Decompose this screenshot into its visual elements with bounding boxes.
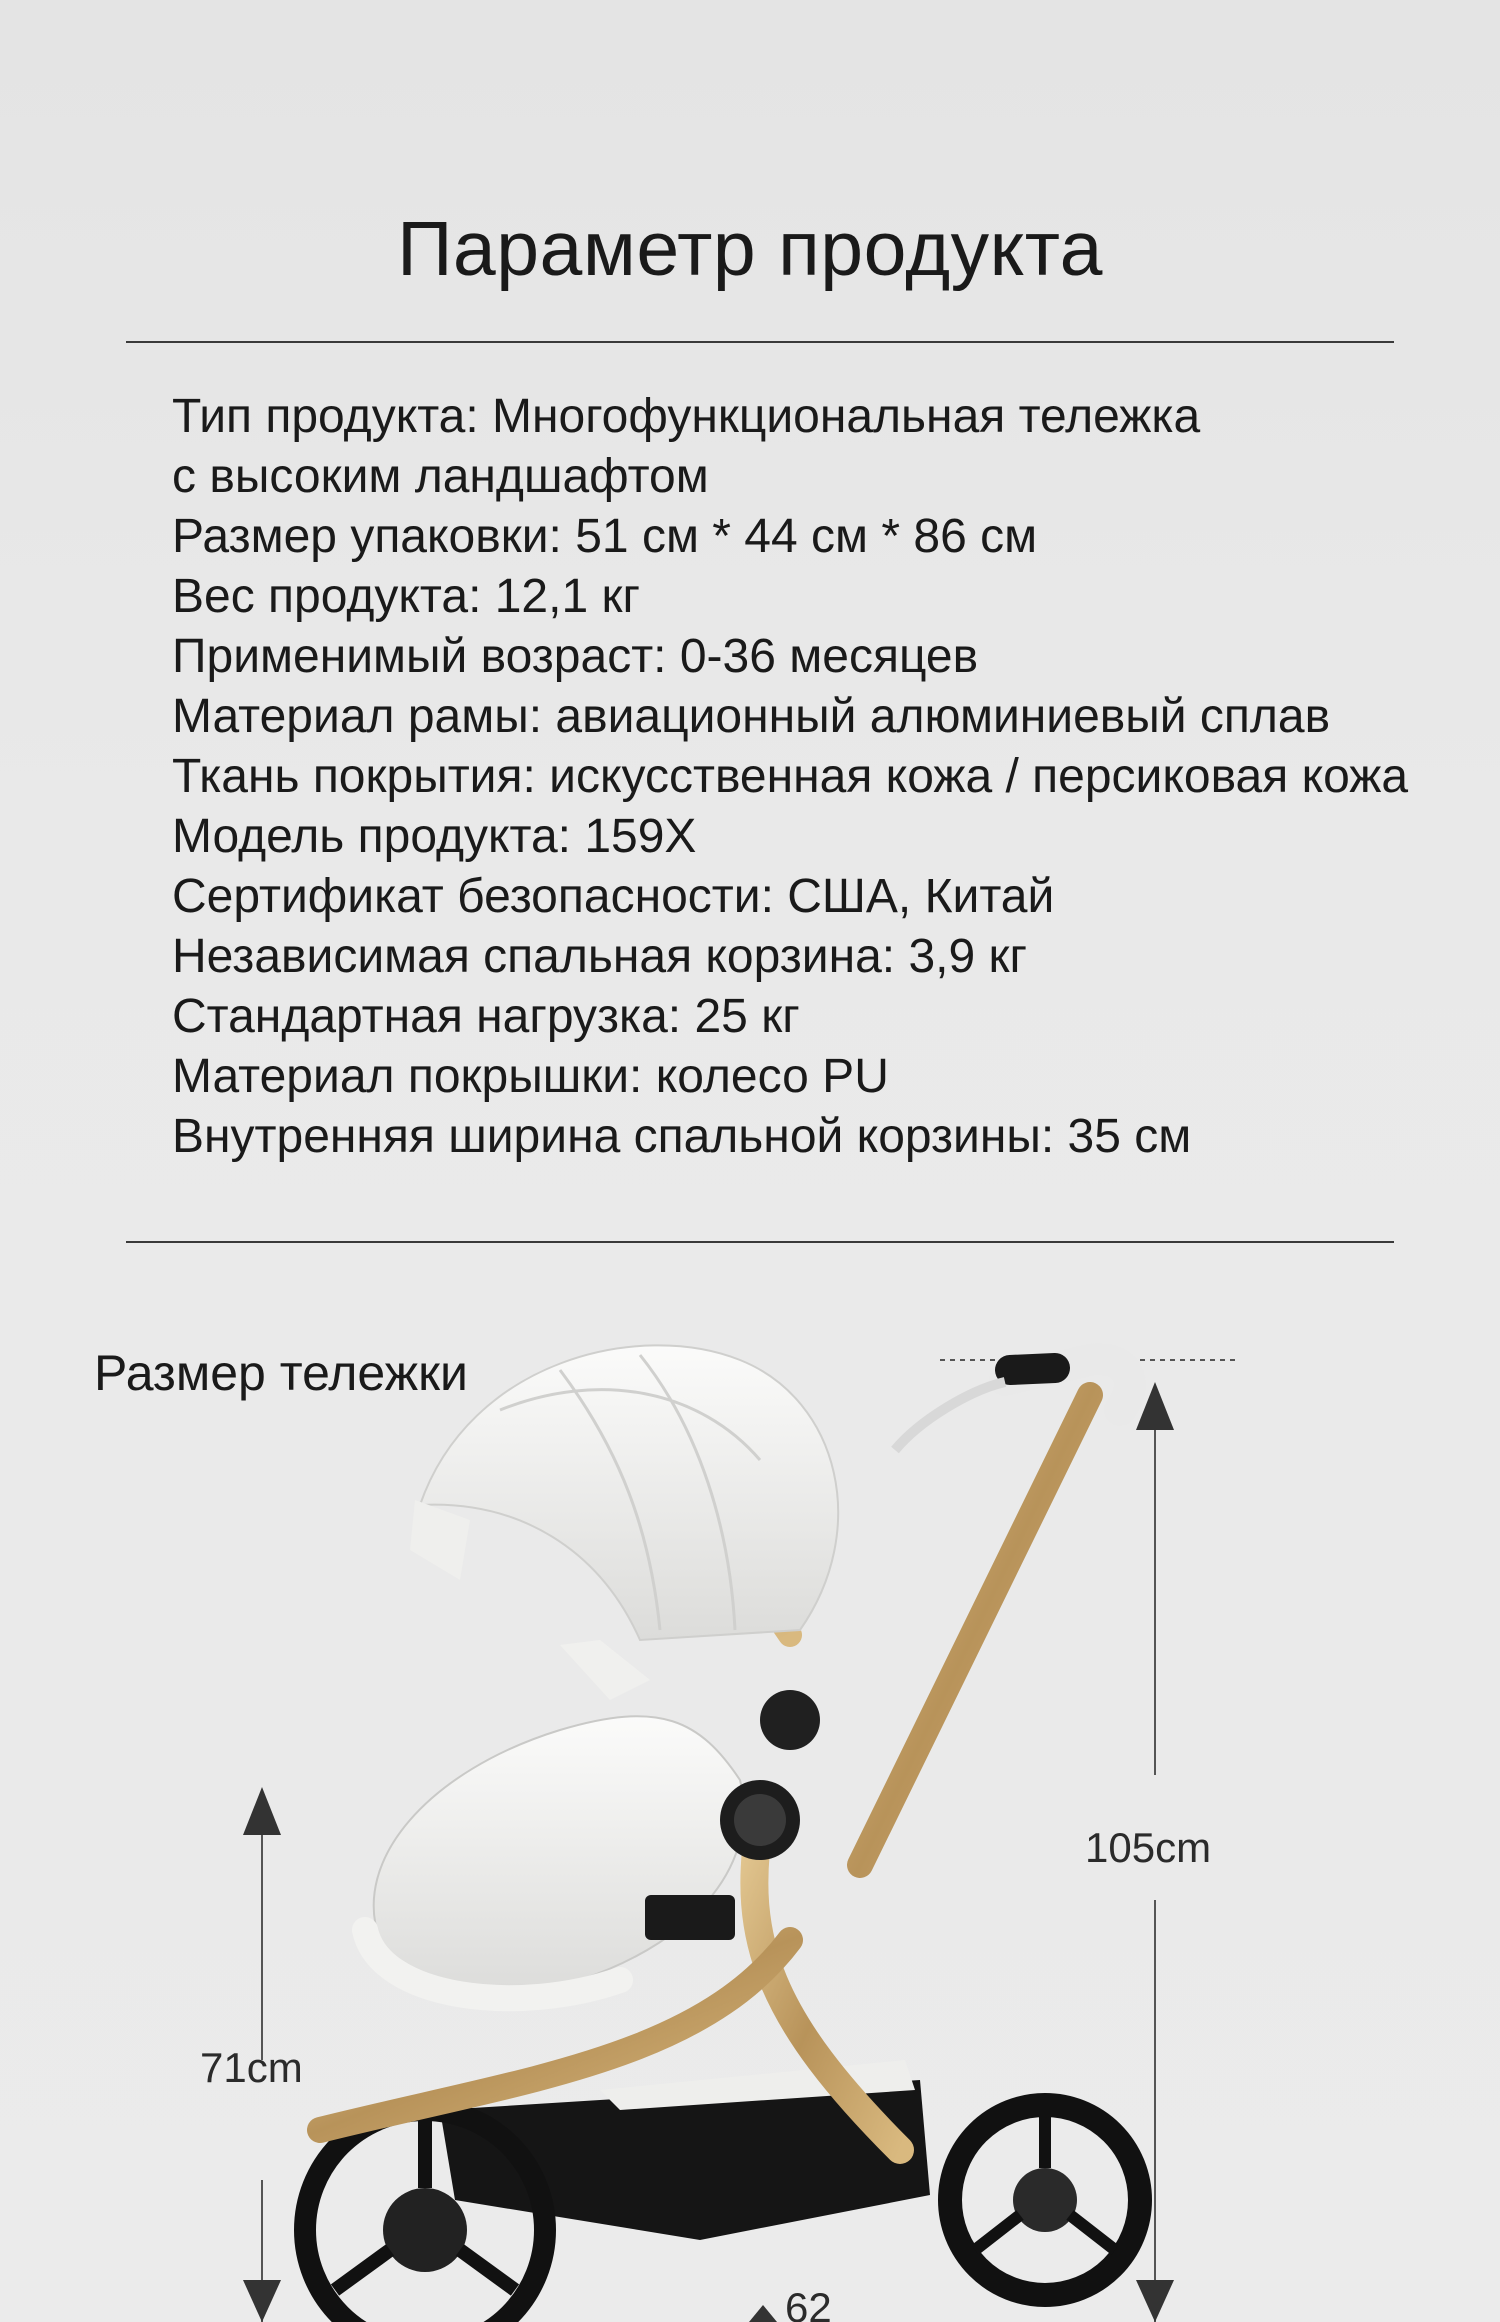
bottom-divider <box>126 1241 1394 1243</box>
seat <box>374 1716 744 1996</box>
spec-line: с высоким ландшафтом <box>172 450 709 503</box>
canopy-joint <box>760 1690 820 1750</box>
page-title: Параметр продукта <box>397 206 1103 292</box>
spec-line: Тип продукта: Многофункциональная тележка <box>172 390 1201 443</box>
spec-line: Ткань покрытия: искусственная кожа / персиковая кожа <box>172 750 1409 803</box>
stroller-dimension-illustration <box>0 1300 1500 2322</box>
spec-line: Стандартная нагрузка: 25 кг <box>172 990 800 1043</box>
front-wheel <box>305 2110 545 2322</box>
arrow-down-icon <box>1136 2280 1174 2322</box>
dimension-height-label: 105cm <box>1085 1824 1212 1871</box>
spec-line: Внутренняя ширина спальной корзины: 35 см <box>172 1110 1192 1163</box>
canopy-visor <box>410 1500 470 1580</box>
spec-line: Материал покрышки: колесо PU <box>172 1050 889 1103</box>
spec-line: Размер упаковки: 51 см * 44 см * 86 см <box>172 510 1038 563</box>
stroller-image <box>305 1345 1140 2322</box>
spec-list <box>172 387 1472 1167</box>
stroller-size-heading: Размер тележки <box>94 1345 468 1401</box>
swivel-base <box>645 1895 735 1940</box>
spec-line: Вес продукта: 12,1 кг <box>172 570 640 623</box>
spec-line: Материал рамы: авиационный алюминиевый сплав <box>172 690 1331 743</box>
dimension-width-label: 62 <box>785 2284 832 2322</box>
spec-line: Применимый возраст: 0-36 месяцев <box>172 630 979 683</box>
dimension-seat-height-label: 71cm <box>200 2044 303 2091</box>
arrow-up-icon <box>243 1787 281 1835</box>
spec-line: Модель продукта: 159X <box>172 810 697 863</box>
spec-line: Сертификат безопасности: США, Китай <box>172 870 1055 923</box>
spec-line: Независимая спальная корзина: 3,9 кг <box>172 930 1028 983</box>
brake-cable <box>895 1382 1005 1450</box>
bumper-bar <box>560 1640 650 1700</box>
rear-wheel <box>950 2105 1140 2295</box>
arrow-down-icon <box>243 2280 281 2322</box>
arrow-left-icon <box>749 2305 777 2322</box>
top-divider <box>126 341 1394 343</box>
handle-grip <box>1010 1368 1055 1370</box>
